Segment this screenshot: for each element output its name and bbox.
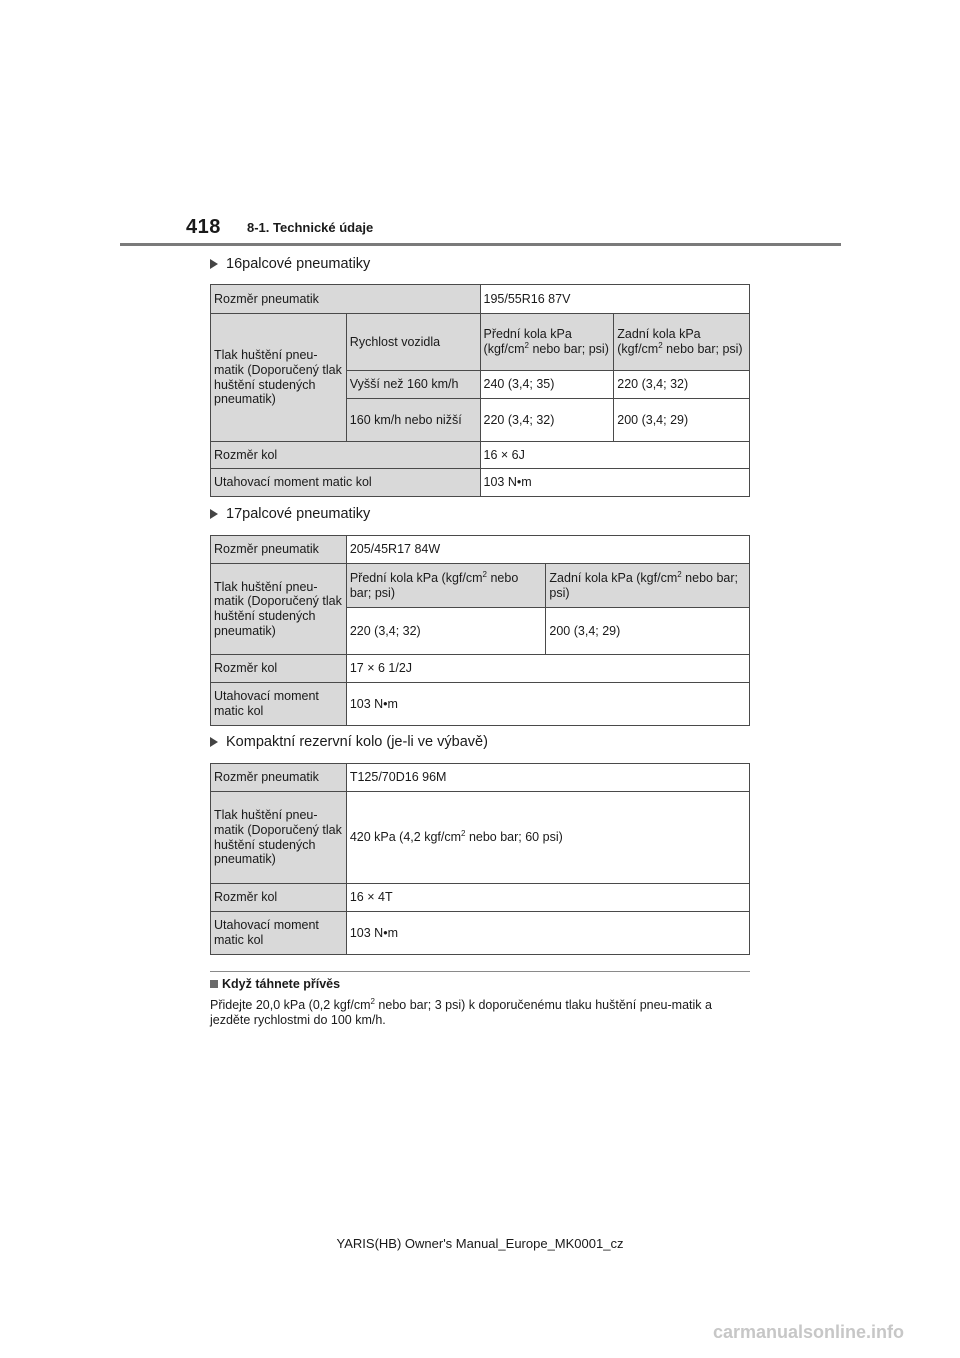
table-row — [211, 912, 750, 955]
tire-spec-table-17 — [210, 535, 750, 726]
cell-text: nebo bar; 60 psi) — [465, 830, 563, 845]
note-divider — [210, 971, 750, 972]
table-row — [211, 655, 750, 683]
table-cell: 220 (3,4; 32) — [614, 371, 750, 399]
table-row — [211, 564, 750, 608]
footer-text: YARIS(HB) Owner's Manual_Europe_MK0001_cz — [336, 1236, 624, 1251]
table-cell: 240 (3,4; 35) — [480, 371, 614, 399]
table-cell: 103 N•m — [346, 912, 749, 955]
table-row — [211, 536, 750, 564]
table-row — [211, 469, 750, 497]
table-cell: T125/70D16 96M — [346, 764, 749, 792]
table-cell: 16 × 6J — [480, 442, 749, 469]
section-heading-label: Kompaktní rezervní kolo (je-li ve výbavě) — [226, 734, 488, 750]
section-heading-spare — [210, 734, 488, 750]
table-row — [211, 884, 750, 912]
cell-text: nebo bar; psi) — [349, 570, 519, 600]
table-cell: Rozměr kol — [211, 655, 347, 683]
table-cell: 205/45R17 84W — [346, 536, 749, 564]
superscript: 2 — [524, 340, 529, 350]
triangle-bullet-icon — [210, 509, 218, 519]
table-cell — [346, 792, 749, 884]
table-cell: 16 × 4T — [346, 884, 749, 912]
watermark: carmanualsonline.info — [713, 1322, 905, 1342]
table-row — [211, 764, 750, 792]
table-cell: 200 (3,4; 29) — [546, 608, 750, 655]
table-cell: Rozměr pneumatik — [211, 536, 347, 564]
note-text: nebo bar; 3 psi) k doporučenému tlaku huštění pneu-matik a jezděte rychlostmi do 100 km/h. — [210, 998, 712, 1027]
table-cell: Vyšší než 160 km/h — [346, 371, 480, 399]
section-heading-label: 16palcové pneumatiky — [226, 256, 371, 272]
table-cell: 103 N•m — [346, 683, 749, 726]
tire-spec-table-16 — [210, 284, 750, 497]
table-row — [211, 683, 750, 726]
table-cell: Tlak huštění pneu-matik (Doporučený tlak huštění studených pneumatik) — [211, 564, 347, 655]
table-cell: 220 (3,4; 32) — [346, 608, 546, 655]
table-cell: 160 km/h nebo nižší — [346, 399, 480, 442]
table-cell: 220 (3,4; 32) — [480, 399, 614, 442]
cell-text: Zadní kola kPa (kgf/cm — [617, 327, 701, 356]
section-heading-label: 17palcové pneumatiky — [226, 506, 371, 522]
table-cell: Rozměr pneumatik — [211, 285, 481, 314]
section-heading-17 — [210, 506, 370, 522]
table-cell: 195/55R16 87V — [480, 285, 749, 314]
table-cell: Utahovací moment matic kol — [211, 912, 347, 955]
table-cell: Rozměr pneumatik — [211, 764, 347, 792]
cell-text: Zadní kola kPa (kgf/cm — [549, 570, 678, 585]
table-cell: Tlak huštění pneu-matik (Doporučený tlak huštění studených pneumatik) — [211, 314, 347, 442]
cell-text: nebo bar; psi) — [528, 342, 609, 356]
table-row — [211, 792, 750, 884]
triangle-bullet-icon — [210, 737, 218, 747]
superscript: 2 — [370, 996, 375, 1006]
table-cell: Tlak huštění pneu-matik (Doporučený tlak huštění studených pneumatik) — [211, 792, 347, 884]
table-row — [211, 285, 750, 314]
superscript: 2 — [658, 340, 663, 350]
cell-text: Přední kola kPa (kgf/cm — [483, 327, 572, 356]
note-title — [210, 977, 340, 991]
cell-text: 420 kPa (4,2 kgf/cm — [349, 830, 462, 845]
table-cell: 103 N•m — [480, 469, 749, 497]
note-title-label: Když táhnete přívěs — [222, 977, 341, 991]
table-cell: Rychlost vozidla — [346, 314, 480, 371]
table-cell: Utahovací moment matic kol — [211, 683, 347, 726]
tire-spec-table-spare — [210, 763, 750, 955]
cell-text: nebo bar; psi) — [549, 570, 738, 600]
superscript: 2 — [677, 569, 682, 579]
table-cell: 17 × 6 1/2J — [346, 655, 749, 683]
table-cell — [546, 564, 750, 608]
section-heading-16 — [210, 256, 370, 272]
page-number: 418 — [186, 216, 221, 238]
superscript: 2 — [461, 828, 466, 838]
square-bullet-icon — [210, 980, 218, 988]
table-cell: 200 (3,4; 29) — [614, 399, 750, 442]
table-row — [211, 314, 750, 371]
cell-text: nebo bar; psi) — [662, 342, 743, 356]
triangle-bullet-icon — [210, 259, 218, 269]
table-cell: Rozměr kol — [211, 884, 347, 912]
table-cell — [614, 314, 750, 371]
table-cell: Utahovací moment matic kol — [211, 469, 481, 497]
superscript: 2 — [482, 569, 487, 579]
note-body — [210, 998, 750, 1028]
table-cell: Rozměr kol — [211, 442, 481, 469]
table-cell — [346, 564, 546, 608]
header-divider — [120, 243, 841, 246]
note-text: Přidejte 20,0 kPa (0,2 kgf/cm — [210, 998, 371, 1012]
table-row — [211, 442, 750, 469]
cell-text: Přední kola kPa (kgf/cm — [349, 570, 483, 585]
table-cell — [480, 314, 614, 371]
section-title: 8-1. Technické údaje — [247, 220, 374, 235]
